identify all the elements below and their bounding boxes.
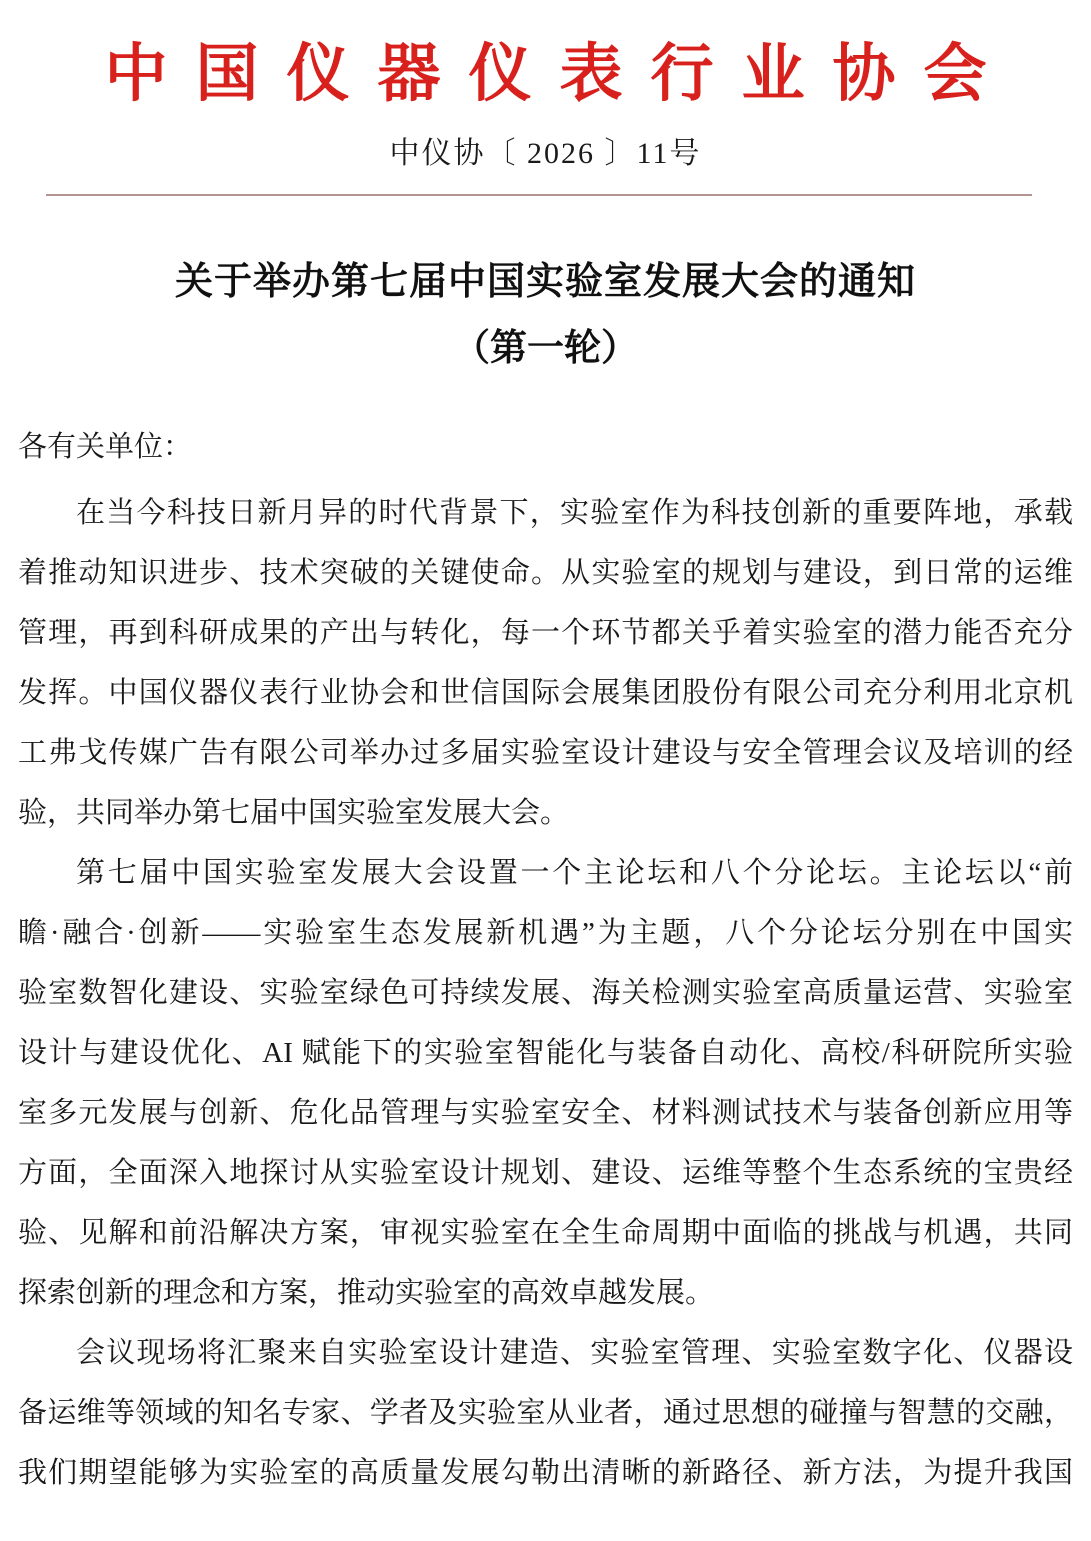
body-line: 发挥。中国仪器仪表行业协会和世信国际会展集团股份有限公司充分利用北京机 <box>18 677 1073 710</box>
body-paragraph <box>18 483 1073 843</box>
body-line: 瞻·融合·创新——实验室生态发展新机遇”为主题，八个分论坛分别在中国实 <box>18 917 1073 950</box>
body-line: 管理，再到科研成果的产出与转化，每一个环节都关乎着实验室的潜力能否充分 <box>18 617 1073 650</box>
body-line: 工弗戈传媒广告有限公司举办过多届实验室设计建设与安全管理会议及培训的经 <box>18 737 1073 770</box>
body-line: 探索创新的理念和方案，推动实验室的高效卓越发展。 <box>18 1277 715 1310</box>
body-line: 方面，全面深入地探讨从实验室设计规划、建设、运维等整个生态系统的宝贵经 <box>18 1157 1073 1190</box>
salutation: 各有关单位： <box>18 431 193 464</box>
body-line: 验室数智化建设、实验室绿色可持续发展、海关检测实验室高质量运营、实验室 <box>18 977 1073 1010</box>
body-line: 着推动知识进步、技术突破的关键使命。从实验室的规划与建设，到日常的运维 <box>18 557 1073 590</box>
notice-title: 关于举办第七届中国实验室发展大会的通知 <box>174 261 916 304</box>
body-line: 验，共同举办第七届中国实验室发展大会。 <box>18 797 570 830</box>
body-line: 我们期望能够为实验室的高质量发展勾勒出清晰的新路径、新方法，为提升我国 <box>18 1457 1073 1490</box>
notice-subtitle: （第一轮） <box>453 328 638 370</box>
org-name-red-header: 中国仪器仪表行业协会 <box>104 39 1015 109</box>
body-line: 验、见解和前沿解决方案，审视实验室在全生命周期中面临的挑战与机遇，共同 <box>18 1217 1073 1250</box>
body-line: 在当今科技日新月异的时代背景下，实验室作为科技创新的重要阵地，承载 <box>76 497 1073 530</box>
body-line: 室多元发展与创新、危化品管理与实验室安全、材料测试技术与装备创新应用等 <box>18 1097 1073 1130</box>
body-line: 备运维等领域的知名专家、学者及实验室从业者，通过思想的碰撞与智慧的交融， <box>18 1397 1073 1430</box>
body-line: 第七届中国实验室发展大会设置一个主论坛和八个分论坛。主论坛以“前 <box>76 857 1073 890</box>
red-divider-line <box>46 194 1032 196</box>
paragraphs-container <box>18 483 1073 1503</box>
doc-number: 中仪协〔 2026 〕11号 <box>389 137 702 171</box>
body-paragraph <box>18 1323 1073 1503</box>
notice-body <box>18 417 1073 1503</box>
body-line: 设计与建设优化、AI 赋能下的实验室智能化与装备自动化、高校/科研院所实验 <box>18 1037 1073 1070</box>
body-line: 会议现场将汇聚来自实验室设计建造、实验室管理、实验室数字化、仪器设 <box>76 1337 1073 1370</box>
body-paragraph <box>18 843 1073 1323</box>
